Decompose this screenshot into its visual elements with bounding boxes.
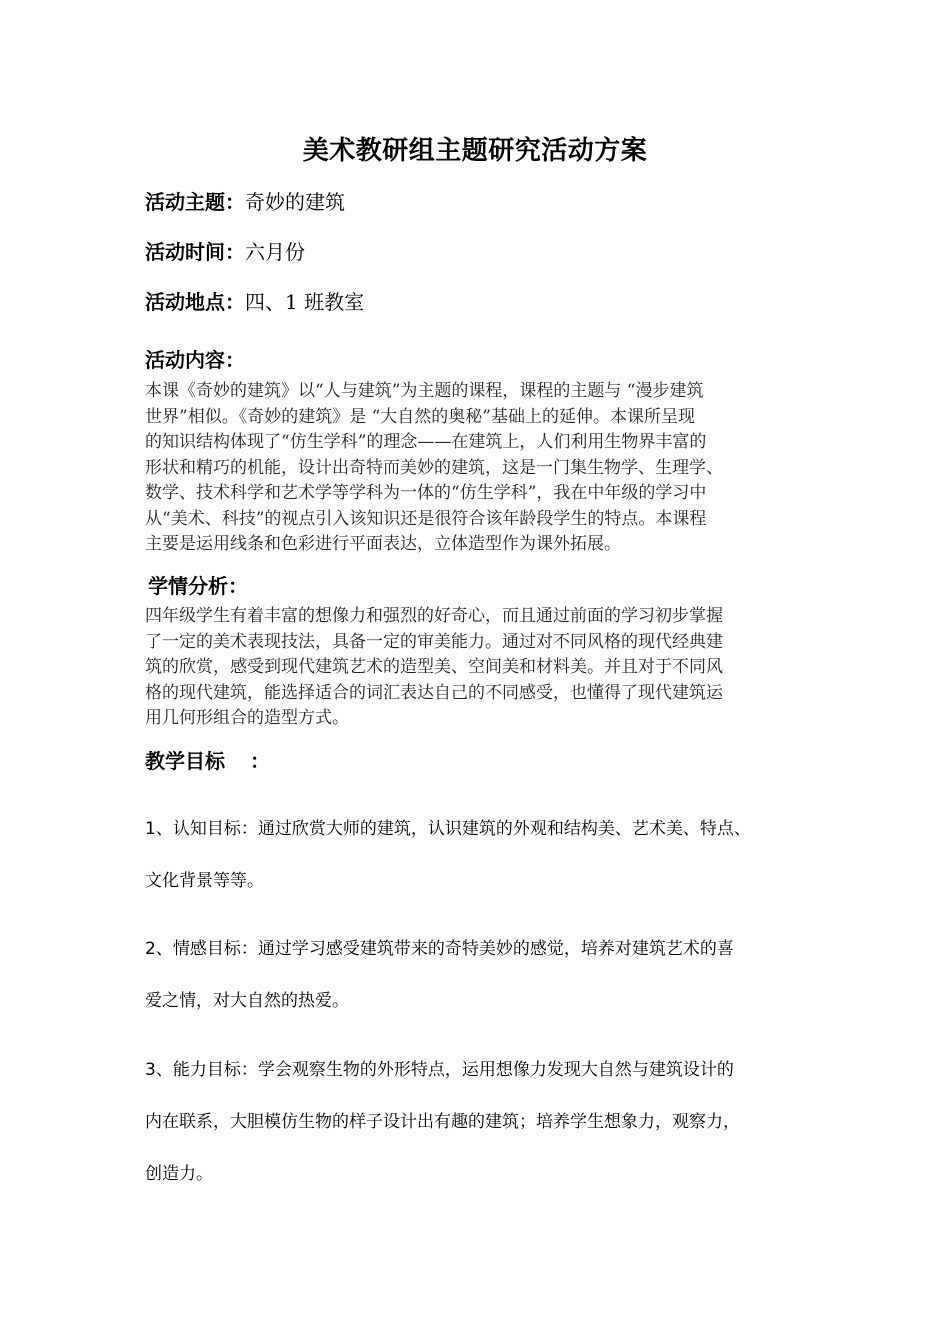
field-time-colon: ： (225, 240, 245, 264)
field-location (145, 286, 364, 315)
field-theme (145, 186, 345, 215)
document-title: 美术教研组主题研究活动方案 (302, 136, 648, 166)
field-location-value: 四、1 班教室 (245, 290, 365, 314)
field-theme-colon: ： (225, 190, 245, 214)
analysis-heading: 学情分析： (148, 574, 248, 598)
field-location-colon: ： (225, 290, 245, 314)
goals-heading: 教学目标 ： (145, 749, 270, 773)
field-time-label: 活动时间 (145, 240, 225, 264)
goal-item-emotional: 2、情感目标：通过学习感受建筑带来的奇特美妙的感觉，培养对建筑艺术的喜 爱之情，对大自然的热爱。 (145, 939, 734, 1011)
field-theme-value: 奇妙的建筑 (245, 190, 345, 214)
content-heading: 活动内容： (145, 348, 245, 372)
analysis-paragraph: 四年级学生有着丰富的想像力和强烈的好奇心，而且通过前面的学习初步掌握 了一定的美术表现技法，具备一定的审美能力。通过对不同风格的现代经典建 筑的欣赏，感受到现代建筑艺术的造型美、空间美和材料美。并且对于不同风 格的现代建筑，能选择适合的词汇表达自己的不同感受，也懂得了现代建筑运 用几何形组合的造型方式。 (145, 606, 723, 728)
field-location-label: 活动地点 (145, 290, 225, 314)
goal-item-ability: 3、能力目标：学会观察生物的外形特点，运用想像力发现大自然与建筑设计的 内在联系，大胆模仿生物的样子设计出有趣的建筑；培养学生想象力，观察力， 创造力。 (145, 1060, 740, 1184)
field-time-value: 六月份 (245, 240, 305, 264)
content-paragraph: 本课《奇妙的建筑》以“人与建筑”为主题的课程，课程的主题与 “漫步建筑 世界”相似。《奇妙的建筑》是 “大自然的奥秘”基础上的延伸。本课所呈现 的知识结构体现了“仿生学科”的理念——在建筑上，人们利用生物界丰富的 形状和精巧的机能，设计出奇特而美妙的建筑，这是一门集生物学、生理学、 数学、技术科学和艺术学等学科为一体的“仿生学科”，我在中年级的学习中 从“美术、科技”的视点引入该知识还是很符合该年龄段学生的特点。本课程 主要是运用线条和色彩进行平面表达，立体造型作为课外拓展。 (145, 381, 723, 554)
goal-item-cognitive: 1、认知目标：通过欣赏大师的建筑，认识建筑的外观和结构美、艺术美、特点、 文化背景等等。 (145, 819, 751, 891)
field-theme-label: 活动主题 (145, 190, 225, 214)
field-time (145, 236, 305, 265)
